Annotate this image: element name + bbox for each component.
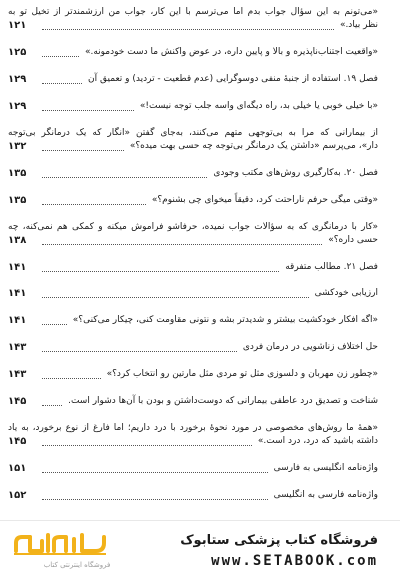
toc-entry-line (8, 395, 378, 408)
store-name: فروشگاه کتاب پزشکی ستابوک (180, 533, 378, 548)
toc-entry-text: نظر بیاد.» (339, 20, 378, 30)
toc-entry-text: «با خیلی خوبی یا خیلی بد، راه دیگه‌ای واسه جلب توجه نیست!» (139, 100, 378, 111)
toc-page-number: ۱۳۵ (8, 167, 27, 179)
toc-entry[interactable] (8, 287, 378, 300)
toc-page-number: ۱۳۵ (8, 194, 27, 206)
toc-entry-text: «کار با درمانگری که به سؤالات جواب نمیده، حرفاشو فراموش میکنه و کمکی هم نمی‌کنه، چه (8, 221, 378, 232)
toc-entry[interactable] (8, 395, 378, 408)
toc-entry-line (8, 314, 378, 327)
toc-leader-dots (42, 296, 309, 298)
toc-leader-dots (42, 498, 268, 500)
setabook-logo (12, 529, 112, 573)
toc-entry[interactable] (8, 489, 378, 502)
toc-entry[interactable] (8, 368, 378, 381)
toc-entry-text: «واقعیت اجتناب‌ناپذیره و بالا و پایین داره، در عوض واکنش ما دست خودمونه.» (84, 46, 378, 57)
logo-subtext: فروشگاه اینترنتی کتاب (43, 561, 111, 569)
toc-entry-text: «چطور زن مهربان و دلسوزی مثل تو مردی مثل مارتین رو انتخاب کرد؟» (106, 369, 378, 380)
toc-entry-line (8, 368, 378, 381)
toc-leader-dots (42, 203, 146, 205)
toc-page-number: ۱۴۱ (8, 288, 27, 300)
toc-entry[interactable] (8, 221, 378, 247)
toc-entry-text: «اگه افکار خودکشیت بیشتر و شدیدتر بشه و نتونی مقاومت کنی، چیکار می‌کنی؟» (72, 315, 378, 326)
toc-entry[interactable] (8, 261, 378, 274)
toc-entry[interactable] (8, 462, 378, 475)
toc-entry-line (8, 422, 378, 435)
website-url[interactable]: www.SETABOOK.com (211, 553, 378, 569)
toc-entry-line (8, 435, 378, 448)
footer-banner (0, 520, 400, 580)
toc-leader-dots (42, 270, 279, 272)
toc-page-number: ۱۴۱ (8, 315, 27, 327)
toc-page-number: ۱۳۸ (8, 234, 27, 246)
toc-page-number: ۱۴۵ (8, 396, 27, 408)
toc-entry-text: شناخت و تصدیق درد عاطفی بیمارانی که دوست‌داشتن و بودن با آن‌ها دشوار است. (68, 396, 378, 407)
toc-entry-text: واژه‌نامه فارسی به انگلیسی (273, 490, 378, 500)
toc-leader-dots (42, 323, 67, 325)
toc-entry-text: از بیمارانی که مرا به بی‌توجهی متهم می‌کنند، به‌جای گفتن «انگار که یک درمانگر بی‌توجه (8, 127, 378, 138)
toc-entry-line (8, 167, 378, 180)
toc-entry[interactable] (8, 73, 378, 86)
toc-page-number: ۱۲۱ (8, 20, 27, 31)
toc-page-number: ۱۴۵ (8, 436, 27, 448)
toc-entry-line (8, 221, 378, 234)
toc-leader-dots (42, 149, 124, 151)
toc-leader-dots (42, 109, 134, 111)
setabook-logo-icon (12, 529, 112, 559)
toc-entry[interactable] (8, 194, 378, 207)
toc-entry-line (8, 234, 378, 247)
toc-entry[interactable] (8, 314, 378, 327)
toc-leader-dots (42, 377, 101, 379)
toc-leader-dots (42, 471, 268, 473)
toc-leader-dots (42, 404, 62, 406)
toc-entry[interactable] (8, 6, 378, 32)
toc-page-number: ۱۵۱ (8, 463, 27, 475)
toc-entry[interactable] (8, 100, 378, 113)
toc-entry-text: «همهٔ ما روش‌های مخصوصی در مورد نحوهٔ برخورد با درد داریم؛ اما فارغ از نوع برخورد، به یاد (8, 423, 378, 434)
toc-entry-line (8, 46, 378, 59)
toc-entry-line (8, 287, 378, 300)
toc-entry-text: ارزیابی خودکشی (314, 288, 378, 299)
toc-page-number: ۱۲۵ (8, 46, 27, 58)
toc-leader-dots (42, 55, 79, 57)
toc-entry-line (8, 341, 378, 354)
toc-page-number: ۱۲۹ (8, 100, 27, 112)
toc-entry-text: «می‌تونم به این سؤال جواب بدم اما می‌ترسم با این کار، جواب من ارزشمندتر از تخیل تو به (8, 7, 378, 17)
toc-leader-dots (42, 82, 82, 84)
toc-entry-line (8, 73, 378, 86)
toc-entry[interactable] (8, 127, 378, 153)
toc-entry-text: حسی داره؟» (328, 234, 378, 245)
toc-leader-dots (42, 350, 237, 352)
toc-entry-line (8, 19, 378, 32)
toc-page-number: ۱۴۱ (8, 261, 27, 273)
toc-leader-dots (42, 176, 207, 178)
toc-page-number: ۱۴۳ (8, 369, 27, 381)
toc-entry-line (8, 462, 378, 475)
toc-entry-line (8, 261, 378, 274)
toc-leader-dots (42, 243, 322, 245)
toc-page-number: ۱۳۲ (8, 140, 27, 152)
toc-entry-text: واژه‌نامه انگلیسی به فارسی (273, 463, 378, 474)
toc-entry-line (8, 489, 378, 502)
toc-leader-dots (42, 28, 334, 30)
toc-entry-line (8, 194, 378, 207)
toc-entry[interactable] (8, 46, 378, 59)
toc-entry-text: داشته باشید که درد، درد است.» (257, 436, 378, 447)
toc-leader-dots (42, 444, 252, 446)
toc-page-number: ۱۲۹ (8, 73, 27, 85)
toc-entry-text: فصل ۲۱. مطالب متفرقه (285, 261, 378, 272)
toc-entry[interactable] (8, 341, 378, 354)
toc-entry[interactable] (8, 422, 378, 448)
toc-page-number: ۱۴۳ (8, 342, 27, 354)
toc-entry-line (8, 6, 378, 19)
toc-entry-text: دار»، می‌پرسم «داشتن یک درمانگر بی‌توجه چه حسی بهت میده؟» (129, 140, 378, 151)
toc-entry-text: حل اختلاف زناشویی در درمان فردی (242, 342, 378, 353)
toc-entry-text: فصل ۲۰. به‌کارگیری روش‌های مکتب وجودی (213, 167, 378, 178)
toc-entry-line (8, 100, 378, 113)
toc-entry-line (8, 127, 378, 140)
toc-entry[interactable] (8, 167, 378, 180)
toc-entry-text: فصل ۱۹. استفاده از جنبهٔ منفی دوسوگرایی (عدم قطعیت - تردید) و تعمیق آن (88, 73, 378, 84)
toc-page-number: ۱۵۲ (8, 490, 27, 501)
toc-entry-line (8, 140, 378, 153)
toc-entry-text: «وقتی میگی حرفم ناراحتت کرد، دقیقاً میخوای چی بشنوم؟» (151, 194, 378, 205)
table-of-contents (8, 6, 378, 516)
